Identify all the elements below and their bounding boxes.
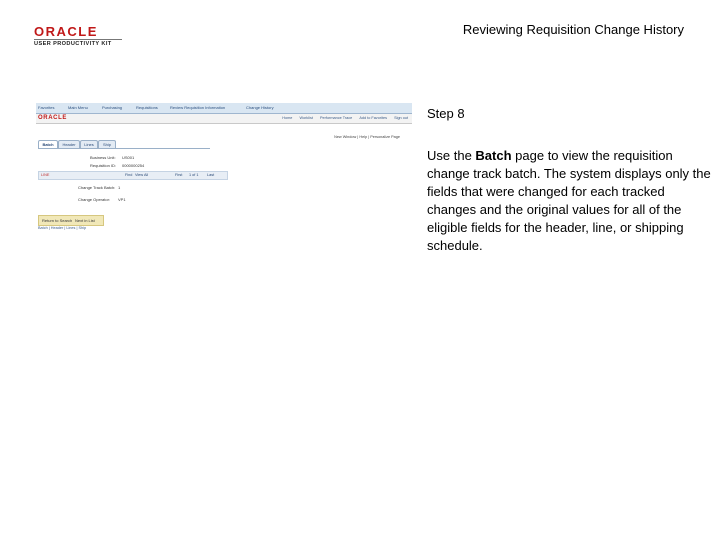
business-unit-value: US001	[122, 155, 135, 160]
requisition-id-value: 0000000254	[122, 163, 145, 168]
business-unit-label: Business Unit:	[90, 155, 116, 160]
change-batch-value: 1	[118, 185, 121, 190]
nav-link-worklist[interactable]: Worklist	[299, 116, 313, 120]
step-description	[427, 147, 717, 255]
breadcrumb-item[interactable]: Change History	[246, 105, 274, 110]
step-text-before: Use the	[427, 148, 476, 163]
breadcrumb-item[interactable]: Requisitions	[136, 105, 158, 110]
grid-last-link[interactable]: Last	[207, 173, 215, 177]
footer-tab-links[interactable]: Batch | Header | Lines | Ship	[38, 226, 87, 230]
grid-view-all-link[interactable]: View All	[135, 173, 149, 177]
breadcrumb-item[interactable]: Review Requisition Information	[170, 105, 226, 110]
step-text-bold: Batch	[475, 148, 512, 163]
change-operator-value: VP1	[118, 197, 126, 202]
tab-underline	[38, 148, 210, 149]
page-utility-links[interactable]: New Window | Help | Personalize Page	[334, 135, 400, 139]
tab-batch[interactable]: Batch	[38, 140, 58, 148]
app-nav-bar	[36, 114, 412, 124]
breadcrumb-item[interactable]: Favorites	[38, 105, 55, 110]
tab-ship[interactable]: Ship	[98, 140, 116, 148]
tab-header[interactable]: Header	[58, 140, 80, 148]
oracle-upk-logo	[34, 24, 134, 48]
grid-header	[38, 171, 228, 180]
change-batch-label: Change Track Batch:	[78, 185, 116, 190]
breadcrumb-bar	[36, 103, 412, 114]
next-in-list-button[interactable]: Next in List	[75, 218, 95, 223]
grid-page-count: 1 of 1	[189, 173, 199, 177]
step-label: Step 8	[427, 106, 465, 121]
breadcrumb-item[interactable]: Main Menu	[68, 105, 88, 110]
nav-link-sign-out[interactable]: Sign out	[394, 116, 408, 120]
page-title: Reviewing Requisition Change History	[462, 22, 684, 37]
requisition-id-label: Requisition ID:	[90, 163, 117, 168]
grid-first-link[interactable]: First	[175, 173, 183, 177]
nav-link-home[interactable]: Home	[282, 116, 293, 120]
logo-subtitle: USER PRODUCTIVITY KIT	[34, 41, 112, 47]
nav-link-performance-trace[interactable]: Performance Trace	[319, 116, 353, 120]
change-operator-label: Change Operator:	[78, 197, 111, 202]
grid-find-link[interactable]: Find	[125, 173, 133, 177]
return-to-search-button[interactable]: Return to Search	[42, 218, 73, 223]
logo-divider	[34, 39, 122, 40]
breadcrumb-item[interactable]: Purchasing	[102, 105, 123, 110]
nav-links	[276, 116, 408, 120]
logo-oracle-text: ORACLE	[34, 24, 98, 39]
nav-link-add-favorites[interactable]: Add to Favorites	[359, 116, 387, 120]
application-screenshot	[36, 103, 412, 235]
grid-title: LINE	[41, 173, 50, 177]
action-button-bar	[38, 215, 104, 226]
step-text-after: page to view the requisition change track batch. The system displays only the fields that were changed for each tracked changes and the original values for all of the eligible fields for the header, line, or shipping schedule.	[427, 148, 711, 253]
tab-lines[interactable]: Lines	[80, 140, 98, 148]
app-logo: ORACLE	[38, 115, 67, 121]
